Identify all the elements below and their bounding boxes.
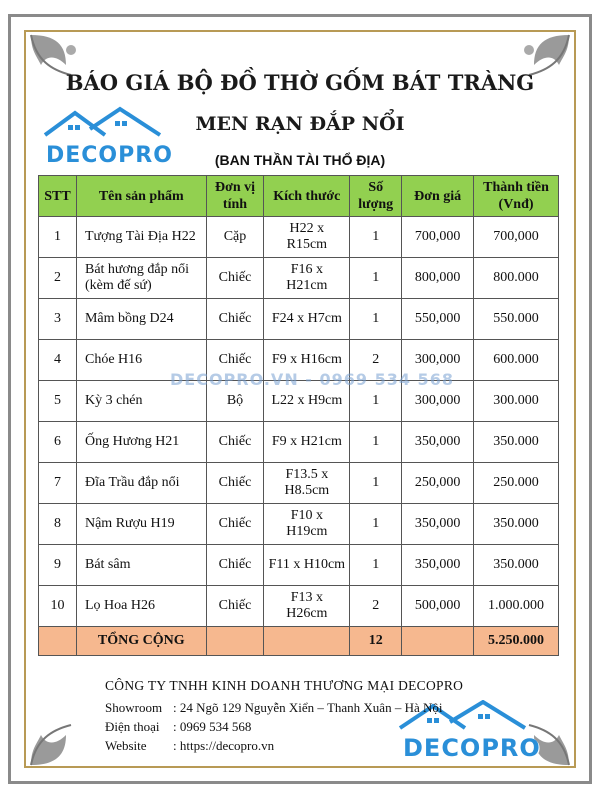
table-row bbox=[39, 258, 559, 299]
page-subtitle: (BAN THẦN TÀI THỔ ĐỊA) bbox=[214, 152, 386, 168]
watermark: DECOPRO.VN - 0969 534 568 bbox=[170, 370, 454, 389]
table-cell: Chiếc bbox=[206, 586, 264, 627]
logo-text: DECOPRO bbox=[403, 734, 541, 762]
showroom-address: : 24 Ngõ 129 Nguyễn Xiển – Thanh Xuân – Hà Nội bbox=[173, 700, 443, 715]
table-cell: 700,000 bbox=[474, 217, 559, 258]
table-cell: 6 bbox=[39, 422, 77, 463]
table-cell: 500,000 bbox=[402, 586, 474, 627]
logo-text: DECOPRO bbox=[46, 143, 173, 168]
price-table bbox=[38, 175, 559, 656]
table-cell: 2 bbox=[39, 258, 77, 299]
table-cell: Kỳ 3 chén bbox=[76, 381, 206, 422]
total-row bbox=[39, 627, 559, 656]
corner-ornament-bottom-left-icon bbox=[26, 700, 96, 770]
table-cell: Đĩa Trầu đắp nổi bbox=[76, 463, 206, 504]
table-cell: Mâm bồng D24 bbox=[76, 299, 206, 340]
table-cell: Ống Hương H21 bbox=[76, 422, 206, 463]
table-row bbox=[39, 586, 559, 627]
table-cell: 9 bbox=[39, 545, 77, 586]
total-label: TỔNG CỘNG bbox=[76, 627, 206, 656]
total-quantity: 12 bbox=[350, 627, 402, 656]
table-cell: 4 bbox=[39, 340, 77, 381]
table-cell: 800.000 bbox=[474, 258, 559, 299]
page-title: BÁO GIÁ BỘ ĐỒ THỜ GỐM BÁT TRÀNG bbox=[65, 70, 535, 95]
table-cell: F10 x H19cm bbox=[264, 504, 350, 545]
table-cell: 550,000 bbox=[402, 299, 474, 340]
table-row bbox=[39, 545, 559, 586]
table-cell: 1 bbox=[350, 422, 402, 463]
table-row bbox=[39, 504, 559, 545]
table-cell: 8 bbox=[39, 504, 77, 545]
table-cell: 1 bbox=[350, 504, 402, 545]
table-cell: 7 bbox=[39, 463, 77, 504]
website-line bbox=[105, 736, 463, 755]
phone-number: : 0969 534 568 bbox=[173, 719, 252, 734]
table-header-row bbox=[39, 176, 559, 217]
table-cell bbox=[206, 627, 264, 656]
website-link[interactable]: : https://decopro.vn bbox=[173, 738, 275, 753]
table-cell: Bát hương đắp nổi (kèm đế sứ) bbox=[76, 258, 206, 299]
table-cell bbox=[402, 627, 474, 656]
company-name: CÔNG TY TNHH KINH DOANH THƯƠNG MẠI DECOPRO bbox=[105, 678, 464, 693]
table-cell: 3 bbox=[39, 299, 77, 340]
table-cell: F9 x H16cm bbox=[264, 340, 350, 381]
table-cell: Cặp bbox=[206, 217, 264, 258]
table-row bbox=[39, 463, 559, 504]
table-cell: 550.000 bbox=[474, 299, 559, 340]
showroom-line bbox=[105, 698, 463, 717]
table-cell: 350,000 bbox=[402, 422, 474, 463]
table-cell: F16 x H21cm bbox=[264, 258, 350, 299]
table-cell: Bộ bbox=[206, 381, 264, 422]
table-cell: F11 x H10cm bbox=[264, 545, 350, 586]
table-cell: 1.000.000 bbox=[474, 586, 559, 627]
table-cell: H22 x R15cm bbox=[264, 217, 350, 258]
table-cell: F13.5 x H8.5cm bbox=[264, 463, 350, 504]
table-cell: 250,000 bbox=[402, 463, 474, 504]
showroom-label: Showroom bbox=[105, 700, 163, 715]
table-cell: L22 x H9cm bbox=[264, 381, 350, 422]
phone-label: Điện thoại bbox=[105, 719, 160, 734]
header-cell: Số lượng bbox=[350, 176, 402, 217]
header-cell: STT bbox=[39, 176, 77, 217]
table-cell: 1 bbox=[39, 217, 77, 258]
table-cell: 350.000 bbox=[474, 504, 559, 545]
table-cell: 1 bbox=[350, 463, 402, 504]
table-cell: 5 bbox=[39, 381, 77, 422]
table-cell: 2 bbox=[350, 340, 402, 381]
table-cell: 1 bbox=[350, 381, 402, 422]
table-cell: Bát sâm bbox=[76, 545, 206, 586]
table-cell: Lọ Hoa H26 bbox=[76, 586, 206, 627]
table-cell: 350.000 bbox=[474, 545, 559, 586]
header-cell: Đơn vị tính bbox=[206, 176, 264, 217]
table-cell: Chiếc bbox=[206, 545, 264, 586]
table-cell: 10 bbox=[39, 586, 77, 627]
table-cell: 600.000 bbox=[474, 340, 559, 381]
table-cell: Chiếc bbox=[206, 422, 264, 463]
table-cell: Chiếc bbox=[206, 340, 264, 381]
table-cell: 1 bbox=[350, 545, 402, 586]
table-cell: 1 bbox=[350, 217, 402, 258]
table-cell: 800,000 bbox=[402, 258, 474, 299]
table-cell: 1 bbox=[350, 258, 402, 299]
table-cell: Chiếc bbox=[206, 504, 264, 545]
table-cell: 2 bbox=[350, 586, 402, 627]
table-row bbox=[39, 422, 559, 463]
table-cell: 300,000 bbox=[402, 381, 474, 422]
table-cell: Chóe H16 bbox=[76, 340, 206, 381]
website-label: Website bbox=[105, 738, 147, 753]
table-cell: F13 x H26cm bbox=[264, 586, 350, 627]
table-cell: Tượng Tài Địa H22 bbox=[76, 217, 206, 258]
table-cell: 300.000 bbox=[474, 381, 559, 422]
table-cell: 1 bbox=[350, 299, 402, 340]
table-cell: Chiếc bbox=[206, 299, 264, 340]
table-cell: F24 x H7cm bbox=[264, 299, 350, 340]
table-row bbox=[39, 217, 559, 258]
table-cell: F9 x H21cm bbox=[264, 422, 350, 463]
table-cell: Chiếc bbox=[206, 463, 264, 504]
table-cell: Nậm Rượu H19 bbox=[76, 504, 206, 545]
table-row bbox=[39, 299, 559, 340]
table-cell: 700,000 bbox=[402, 217, 474, 258]
table-cell: 300,000 bbox=[402, 340, 474, 381]
page-title-line2: MEN RẠN ĐẮP NỔI bbox=[195, 113, 405, 135]
table-cell: 350.000 bbox=[474, 422, 559, 463]
table-cell: 250.000 bbox=[474, 463, 559, 504]
company-info bbox=[105, 676, 463, 755]
header-cell: Đơn giá bbox=[402, 176, 474, 217]
header-cell: Kích thước bbox=[264, 176, 350, 217]
header-cell: Tên sản phẩm bbox=[76, 176, 206, 217]
table-cell: Chiếc bbox=[206, 258, 264, 299]
table-cell bbox=[264, 627, 350, 656]
total-amount: 5.250.000 bbox=[474, 627, 559, 656]
table-cell bbox=[39, 627, 77, 656]
header-cell: Thành tiền (Vnđ) bbox=[474, 176, 559, 217]
phone-line bbox=[105, 717, 463, 736]
table-cell: 350,000 bbox=[402, 504, 474, 545]
table-cell: 350,000 bbox=[402, 545, 474, 586]
